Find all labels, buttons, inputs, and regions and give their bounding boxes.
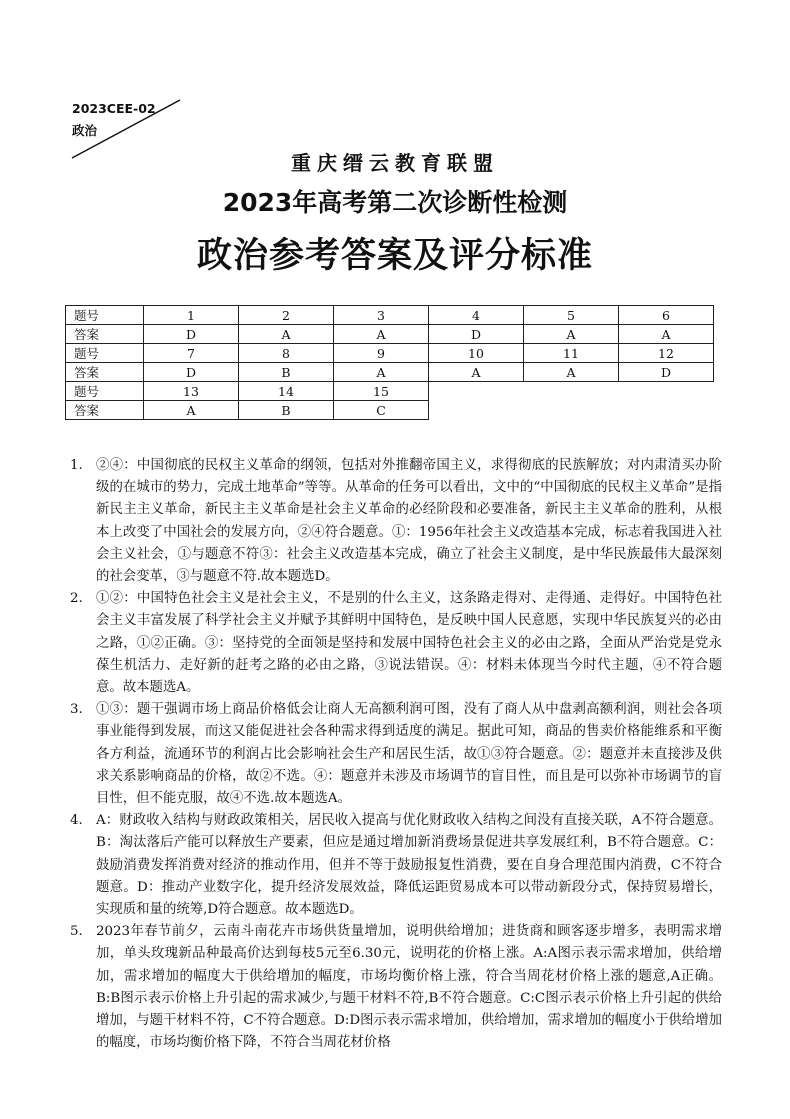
explanation-number: 3.: [70, 702, 83, 718]
answer-cell: C: [334, 401, 429, 420]
table-row: [66, 401, 714, 420]
answer-cell: B: [239, 401, 334, 420]
question-number: 14: [239, 382, 334, 401]
table-row: [66, 382, 714, 401]
answer-cell: A: [239, 325, 334, 344]
answer-cell: D: [429, 325, 524, 344]
question-number: 12: [619, 344, 714, 363]
explanation-text: A：财政收入结构与财政政策相关，居民收入提高与优化财政收入结构之间没有直接关联，A不符合题意。B：淘汰落后产能可以释放生产要素，但应是通过增加新消费场景促进共享发展红利，B不符合题意。C：鼓励消费发挥消费对经济的推动作用，但并不等于鼓励报复性消费，要在自身合理范围内消费，C不符合题意。D：推动产业数字化，提升经济发展效益，降低运距贸易成本可以带动新段分式，保持贸易增长，实现质和量的统筹,D符合题意。故本题选D。: [96, 813, 722, 918]
question-number: 10: [429, 344, 524, 363]
answer-cell: D: [619, 363, 714, 382]
question-number: 2: [239, 306, 334, 325]
paper-code: 2023CEE-02: [72, 101, 156, 116]
row-label-question: 题号: [66, 382, 144, 401]
answer-cell: A: [619, 325, 714, 344]
question-number: 11: [524, 344, 619, 363]
question-number: 7: [144, 344, 239, 363]
answer-cell: A: [524, 363, 619, 382]
table-row: [66, 363, 714, 382]
question-number: 9: [334, 344, 429, 363]
question-number: 13: [144, 382, 239, 401]
answer-cell: B: [239, 363, 334, 382]
explanation-list: [70, 455, 722, 1054]
explanation-item: [70, 921, 722, 1054]
explanation-item: [70, 810, 722, 921]
answer-cell: A: [144, 401, 239, 420]
organization-name: 重庆缙云教育联盟: [291, 151, 499, 175]
page-title: 政治参考答案及评分标准: [196, 236, 593, 276]
explanation-text: ①②：中国特色社会主义是社会主义，不是别的什么主义，这条路走得对、走得通、走得好。中国特色社会主义丰富发展了科学社会主义并赋予其鲜明中国特色，是反映中国人民意愿，实现中华民族复兴的必由之路，①②正确。③：坚持党的全面领是坚持和发展中国特色社会主义的必由之路，全面从严治党是党永葆生机活力、走好新的赶考之路的必由之路，③说法错误。④：材料未体现当今时代主题，④不符合题意。故本题选A。: [96, 591, 722, 696]
table-row: [66, 306, 714, 325]
explanation-number: 1.: [70, 458, 83, 473]
explanation-text: 2023年春节前夕，云南斗南花卉市场供货量增加，说明供给增加；进货商和顾客逐步增多，表明需求增加，单头玫瑰新品种最高价达到每枝5元至6.30元，说明花的价格上涨。A:A图示表示需求增加，供给增加，需求增加的幅度大于供给增加的幅度，市场均衡价格上涨，符合当周花材价格上涨的题意,A正确。B:B图示表示价格上升引起的需求减少,与题干材料不符,B不符合题意。C:C图示表示价格上升引起的供给增加，与题干材料不符，C不符合题意。D:D图示表示需求增加，供给增加，需求增加的幅度小于供给增加的幅度，市场均衡价格下降，不符合当周花材价格: [96, 924, 722, 1051]
answer-cell: D: [144, 363, 239, 382]
paper-subject: 政治: [72, 123, 98, 138]
explanation-number: 5.: [70, 924, 83, 940]
exam-title: 2023年高考第二次诊断性检测: [222, 188, 568, 217]
question-number: 4: [429, 306, 524, 325]
explanation-text: ②④：中国彻底的民权主义革命的纲领，包括对外推翻帝国主义，求得彻底的民族解放；对内肃清买办阶级的在城市的势力，完成土地革命”等等。从革命的任务可以看出，文中的“中国彻底的民权主义革命”是指新民主主义革命，新民主主义革命是社会主义革命的必经阶段和必要准备，新民主主义革命的胜利，从根本上改变了中国社会的发展方向，②④符合题意。①：1956年社会主义改造基本完成，标志着我国进入社会主义社会，①与题意不符③：社会主义改造基本完成，确立了社会主义制度，是中华民族最伟大最深刻的社会变革，③与题意不符.故本题选D。: [96, 458, 722, 585]
row-label-question: 题号: [66, 344, 144, 363]
answer-cell: A: [429, 363, 524, 382]
row-label-question: 题号: [66, 306, 144, 325]
answer-table: [65, 305, 714, 420]
row-label-answer: 答案: [66, 363, 144, 382]
explanation-item: [70, 699, 722, 810]
question-number: 5: [524, 306, 619, 325]
answer-cell: A: [524, 325, 619, 344]
question-number: 8: [239, 344, 334, 363]
question-number: 1: [144, 306, 239, 325]
explanation-item: [70, 455, 722, 588]
answer-cell: D: [144, 325, 239, 344]
explanation-text: ①③：题干强调市场上商品价格低会让商人无高额利润可图，没有了商人从中盘剥高额利润，则社会各项事业能得到发展，而这又能促进社会各种需求得到适度的满足。据此可知，商品的售卖价格能维系和平衡各方利益，流通环节的利润占比会影响社会生产和居民生活，故①③符合题意。②：题意并未直接涉及供求关系影响商品的价格，故②不选。④：题意并未涉及市场调节的盲目性，而且是可以弥补市场调节的盲目性，但不能克服，故④不选.故本题选A。: [96, 702, 722, 807]
table-row: [66, 344, 714, 363]
row-label-answer: 答案: [66, 325, 144, 344]
answer-cell: A: [334, 363, 429, 382]
question-number: 3: [334, 306, 429, 325]
explanation-number: 4.: [70, 813, 83, 829]
answer-cell: A: [334, 325, 429, 344]
table-empty-area: [429, 382, 714, 401]
row-label-answer: 答案: [66, 401, 144, 420]
table-empty-area: [429, 401, 714, 420]
explanation-number: 2.: [70, 591, 83, 607]
question-number: 6: [619, 306, 714, 325]
table-row: [66, 325, 714, 344]
explanation-item: [70, 588, 722, 699]
question-number: 15: [334, 382, 429, 401]
